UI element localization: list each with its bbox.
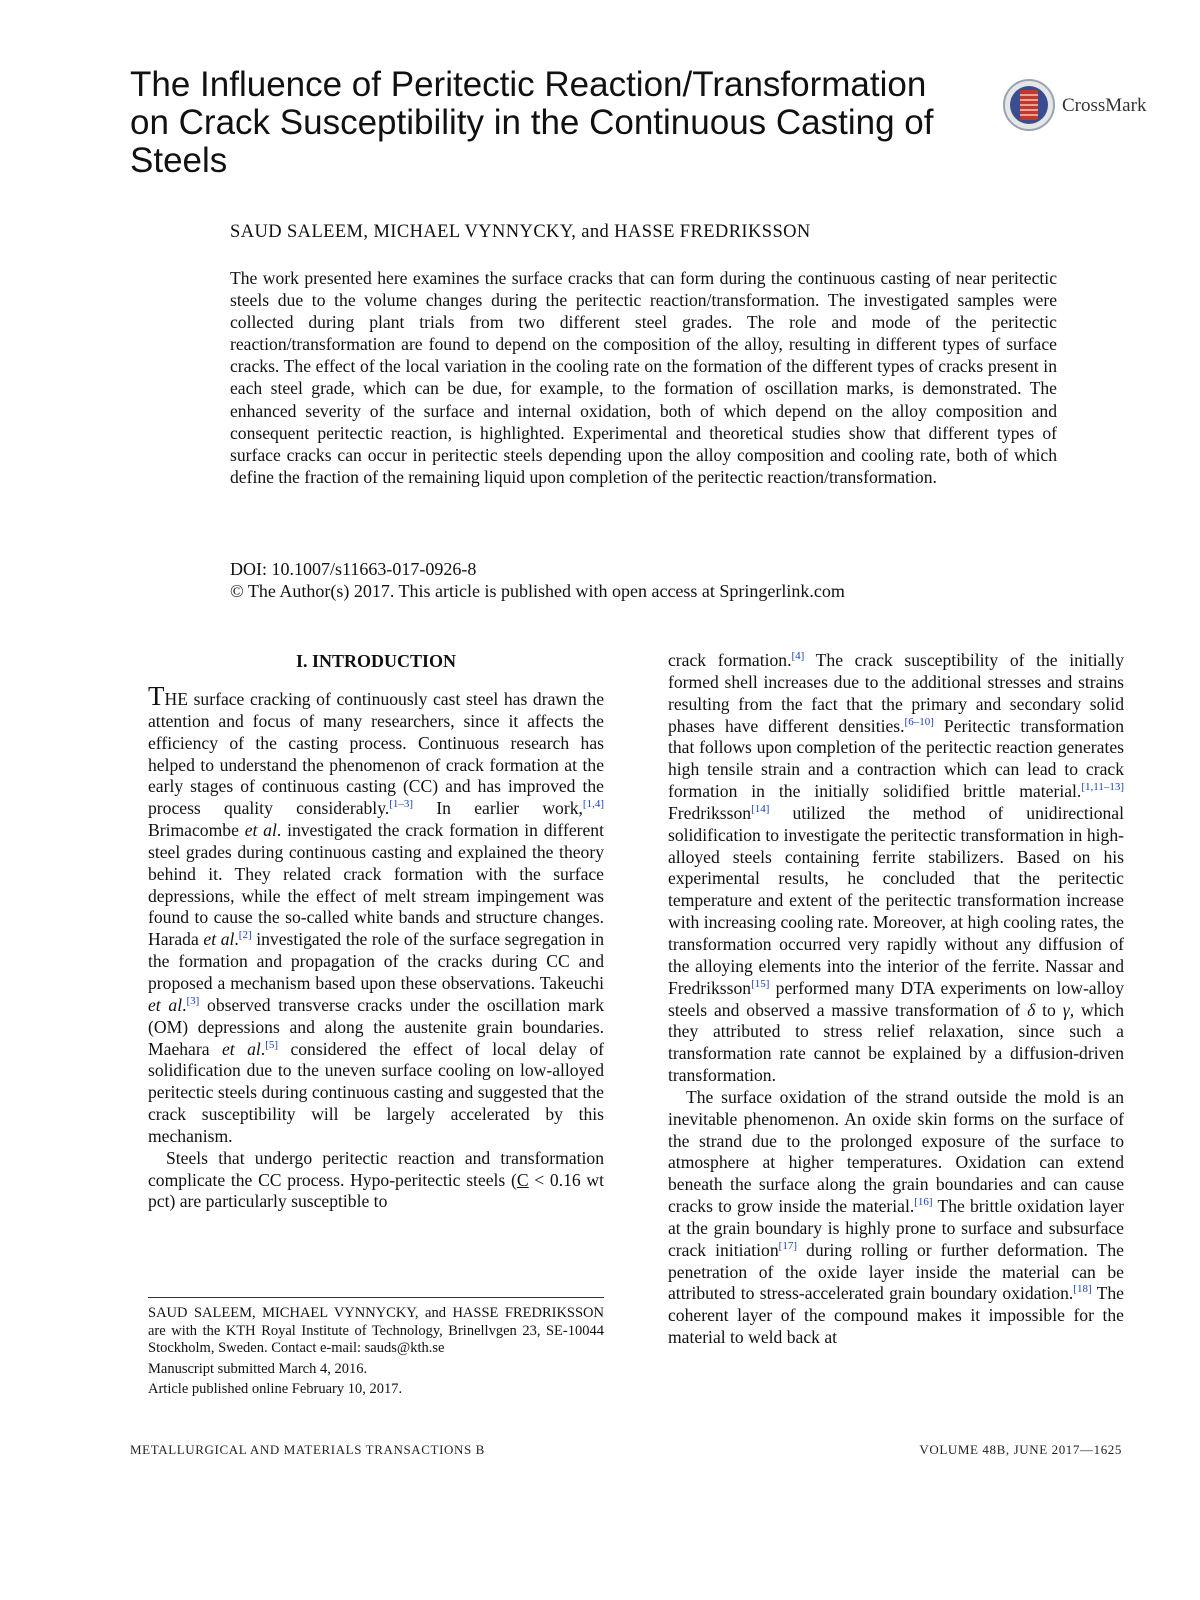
reference-link[interactable]: [18] [1073, 1283, 1092, 1296]
footnote [148, 1305, 604, 1399]
crossmark-label: CrossMark [1062, 95, 1147, 116]
left-column [148, 650, 604, 1213]
author-list: SAUD SALEEM, MICHAEL VYNNYCKY, and HASSE FREDRIKSSON [230, 222, 811, 242]
reference-link[interactable]: [3] [186, 994, 200, 1007]
reference-link[interactable]: [4] [791, 650, 805, 663]
abstract: The work presented here examines the surface cracks that can form during the continuous casting of near peritectic steels due to the volume changes during the peritectic reaction/transformation. The investigated samples were collected during plant trials from two different steel grades. The role and mode of the peritectic reaction/transformation are found to depend on the composition of the alloy, resulting in different types of surface cracks. The effect of the local variation in the cooling rate on the formation of the different types of cracks present in each steel grade, which can be due, for example, to the formation of oscillation marks, is demonstrated. The enhanced severity of the surface and internal oxidation, both of which depend on the alloy composition and consequent peritectic reaction, is highlighted. Experimental and theoretical studies show that different types of surface cracks can occur in peritectic steels depending upon the alloy composition and cooling rate, both of which define the fraction of the remaining liquid upon completion of the peritectic reaction/transformation. [230, 268, 1057, 487]
doi-block [230, 558, 1050, 602]
reference-link[interactable]: [1,4] [582, 798, 604, 811]
intro-paragraph-3: crack formation.[4] The crack susceptibility of the initially formed shell increases due to the additional stresses and strains resulting from the fact that the primary and secondary solid phases have different densities.[6–10] Peritectic transformation that follows upon completion of the peritectic reaction generates high tensile strain and a contraction which can lead to crack formation in the initially solidified brittle material.[1,11–13] Fredriksson[14] utilized the method of unidirectional solidification to investigate the peritectic transformation in high-alloyed steels containing ferrite stabilizers. Based on his experimental results, he concluded that the peritectic temperature and extent of the peritectic transformation increase with increasing cooling rate. Moreover, at high cooling rates, the transformation occurred very rapidly without any diffusion of the alloying elements into the interior of the ferrite. Nassar and Fredriksson[15] performed many DTA experiments on low-alloy steels and observed a massive transformation of δ to γ, which they attributed to stress relief relaxation, since such a transformation rate cannot be explained by a diffusion-driven transformation. [668, 650, 1125, 1086]
right-column [668, 650, 1124, 1349]
crossmark-badge[interactable] [1002, 78, 1172, 134]
footnote-published: Article published online February 10, 2017. [148, 1381, 403, 1398]
paper-title: The Influence of Peritectic Reaction/Transformation on Crack Susceptibility in the Continuous Casting of Steels [130, 65, 934, 180]
footnote-divider [148, 1297, 604, 1298]
reference-link[interactable]: [1–3] [389, 798, 414, 811]
copyright-notice: © The Author(s) 2017. This article is published with open access at Springerlink.com [230, 581, 845, 601]
section-heading: I. INTRODUCTION [295, 651, 457, 671]
footnote-affiliation: SAUD SALEEM, MICHAEL VYNNYCKY, and HASSE FREDRIKSSON are with the KTH Royal Institute of Technology, Brinellvgen 23, SE-10044 Stockholm, Sweden. Contact e-mail: sauds@kth.se [148, 1305, 604, 1357]
journal-name: METALLURGICAL AND MATERIALS TRANSACTIONS B [130, 1442, 485, 1457]
reference-link[interactable]: [1,11–13] [1081, 781, 1124, 794]
dropcap: T [148, 681, 165, 711]
intro-paragraph-1: THE surface cracking of continuously cast steel has drawn the attention and focus of many researchers, since it affects the efficiency of the casting process. Continuous research has helped to understand the phenomenon of crack formation at the early stages of continuous casting (CC) and has improved the process quality considerably.[1–3] In earlier work,[1,4] Brimacombe et al. investigated the crack formation in different steel grades during continuous casting and explained the theory behind it. They related crack formation with the surface depressions, while the effect of melt stream impingement was found to cause the so-called white bands and structure changes. Harada et al.[2] investigated the role of the surface segregation in the formation and propagation of the cracks during CC and proposed a mechanism based upon these observations. Takeuchi et al.[3] observed transverse cracks under the oscillation mark (OM) depressions and along the austenite grain boundaries. Maehara et al.[5] considered the effect of local delay of solidification due to the uneven surface cooling on low-alloyed peritectic steels during continuous casting and suggested that the crack susceptibility will be largely accelerated by this mechanism. [148, 681, 605, 1146]
footnote-submitted: Manuscript submitted March 4, 2016. [148, 1360, 368, 1377]
reference-link[interactable]: [17] [778, 1239, 797, 1252]
intro-paragraph-4: The surface oxidation of the strand outside the mold is an inevitable phenomenon. An oxide skin forms on the surface of the strand due to the prolonged exposure of the surface to atmosphere at higher temperatures. Oxidation can extend beneath the surface along the grain boundaries and can cause cracks to grow inside the material.[16] The brittle oxidation layer at the grain boundary is highly prone to surface and subsurface crack initiation[17] during rolling or further deformation. The penetration of the oxide layer inside the material can be attributed to stress-accelerated grain boundary oxidation.[18] The coherent layer of the compound makes it impossible for the material to weld back at [668, 1086, 1125, 1348]
reference-link[interactable]: [6–10] [904, 715, 934, 728]
reference-link[interactable]: [2] [238, 929, 252, 942]
doi-link[interactable]: DOI: 10.1007/s11663-017-0926-8 [230, 559, 477, 579]
crossmark-icon [1002, 78, 1056, 132]
reference-link[interactable]: [5] [265, 1038, 279, 1051]
volume-page: VOLUME 48B, JUNE 2017—1625 [919, 1442, 1122, 1457]
reference-link[interactable]: [14] [751, 803, 770, 816]
reference-link[interactable]: [15] [751, 977, 770, 990]
intro-paragraph-2: Steels that undergo peritectic reaction and transformation complicate the CC process. Hypo-peritectic steels (C < 0.16 wt pct) are particularly susceptible to [148, 1147, 604, 1212]
reference-link[interactable]: [16] [914, 1196, 933, 1209]
